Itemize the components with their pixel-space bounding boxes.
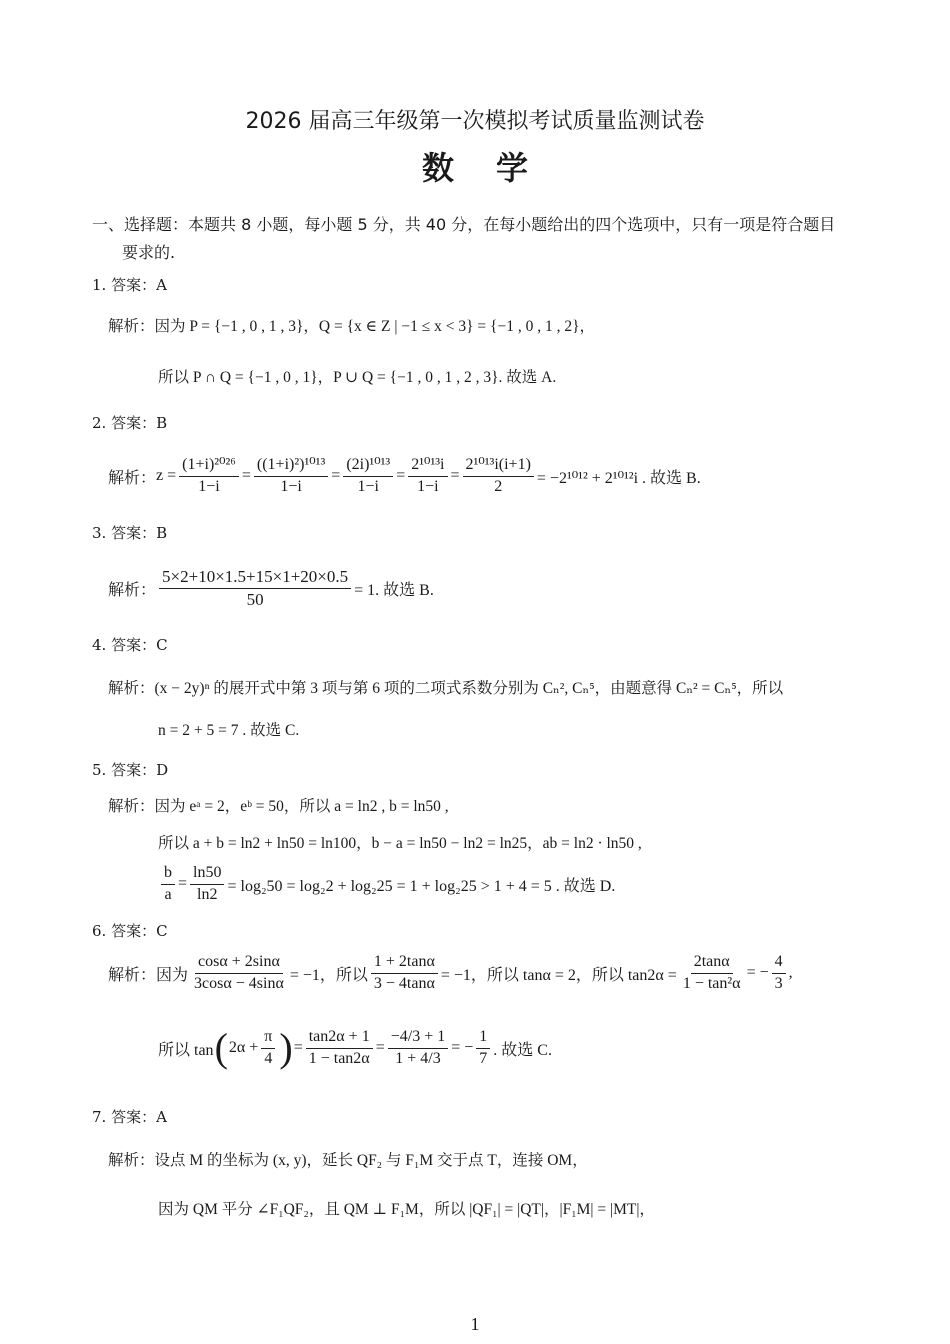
subject-title: 数学 <box>421 149 570 187</box>
q6-text: = − <box>746 964 769 981</box>
numerator: b <box>161 864 175 884</box>
solution-label: 解析： <box>108 469 157 487</box>
numerator: 1 <box>476 1028 490 1048</box>
solution-label: 解析： <box>108 318 155 335</box>
solution-label: 解析： <box>108 680 155 697</box>
equals: = <box>331 467 341 484</box>
answer-3: 3. 答案：B <box>92 524 168 542</box>
q6-text: 因为 <box>156 966 189 984</box>
solution-label: 解析： <box>108 581 157 599</box>
fraction <box>476 1028 490 1068</box>
numerator: tan2α + 1 <box>306 1028 373 1048</box>
numerator: (1+i)²⁰²⁶ <box>179 456 239 476</box>
equals: = <box>375 1039 385 1056</box>
equals: = <box>293 1039 303 1056</box>
q6-result: . 故选 C. <box>493 1041 552 1059</box>
solution-1-line1 <box>108 314 595 336</box>
q2-result: = −2¹⁰¹² + 2¹⁰¹²i . 故选 B. <box>536 469 701 487</box>
solution-5-line1 <box>108 794 449 816</box>
solution-5-line3: $\frac{b}{a}$ = $\frac{\ln 50}{\ln 2}$ = log₂50 = log₂2 + log₂25 = 1 + log₂25 > 1 + 4 = 5 . 故选 D. <box>158 862 615 906</box>
q5-text-1: 因为 eᵃ = 2，eᵇ = 50，所以 a = ln2 , b = ln50 , <box>154 798 449 815</box>
solution-2 <box>108 452 701 500</box>
q6-text: , <box>788 964 793 981</box>
exam-title: 2026 届高三年级第一次模拟考试质量监测试卷 <box>245 109 705 134</box>
solution-6-line1 <box>108 950 793 996</box>
denominator: 1−i <box>417 477 439 495</box>
numerator: 1 + 2tanα <box>371 953 438 973</box>
solution-1-line2: 所以 P ∩ Q = {−1 , 0 , 1}，P ∪ Q = {−1 , 0 , 1 , 2 , 3}. 故选 A. <box>158 369 557 386</box>
denominator: 50 <box>246 589 264 609</box>
denominator: 4 <box>264 1049 273 1067</box>
answer-7: 7. 答案：A <box>92 1108 167 1126</box>
denominator: 2 <box>494 477 503 495</box>
numerator: 2¹⁰¹³i <box>408 456 447 476</box>
denominator: 1 − tan²α <box>682 974 741 992</box>
denominator: a <box>164 885 172 903</box>
equals: = <box>450 467 460 484</box>
numerator: 2¹⁰¹³i(i+1) <box>463 456 534 476</box>
numerator: 5×2+10×1.5+15×1+20×0.5 <box>159 567 351 589</box>
denominator: 1−i <box>357 477 379 495</box>
fraction <box>408 456 447 496</box>
solution-7-line1 <box>108 1148 588 1170</box>
q6-text: 2α + <box>228 1039 259 1056</box>
solution-4-line2: n = 2 + 5 = 7 . 故选 C. <box>158 722 300 739</box>
denominator: 1−i <box>198 477 220 495</box>
solution-6-line2 <box>158 1008 552 1088</box>
q1-text-1: 因为 P = {−1 , 0 , 1 , 3}，Q = {x ∈ Z | −1 ≤ x < 3} = {−1 , 0 , 1 , 2}， <box>154 318 596 335</box>
right-paren: ) <box>279 1025 293 1070</box>
numerator: −4/3 + 1 <box>388 1028 449 1048</box>
q6-text: = −1，所以 <box>289 966 368 984</box>
denominator: 1 + 4/3 <box>395 1049 441 1067</box>
answer-6: 6. 答案：C <box>92 922 168 940</box>
solution-label: 解析： <box>108 966 157 984</box>
q6-text: 所以 tan <box>158 1041 214 1059</box>
fraction <box>161 864 175 904</box>
answer-1: 1. 答案：A <box>92 276 167 294</box>
denominator: ln2 <box>197 885 218 903</box>
q5-result: = log₂50 = log₂2 + log₂25 = 1 + log₂25 > 1 + 4 = 5 . 故选 D. <box>227 877 616 895</box>
equals: = <box>241 467 251 484</box>
solution-label: 解析： <box>108 1152 155 1169</box>
page-number: 1 <box>470 1314 480 1334</box>
denominator: 3cosα − 4sinα <box>194 974 284 992</box>
solution-4-line1 <box>108 676 783 698</box>
numerator: ((1+i)²)¹⁰¹³ <box>254 456 328 476</box>
numerator: 2tanα <box>691 953 733 973</box>
numerator: ln50 <box>190 864 224 884</box>
fraction <box>179 456 239 496</box>
numerator: cosα + 2sinα <box>195 953 283 973</box>
fraction <box>254 456 328 496</box>
fraction <box>190 864 224 904</box>
fraction <box>371 953 438 993</box>
fraction <box>159 567 351 609</box>
q7-text-1: 设点 M 的坐标为 (x, y)，延长 QF₂ 与 F₁M 交于点 T，连接 OM， <box>154 1152 588 1169</box>
fraction <box>680 953 744 993</box>
fraction <box>388 1028 449 1068</box>
numerator: (2i)¹⁰¹³ <box>343 456 393 476</box>
section-heading: 一、选择题：本题共 8 小题，每小题 5 分，共 40 分，在每小题给出的四个选项中，只有一项是符合题目 <box>92 215 836 234</box>
solution-3 <box>108 562 434 614</box>
equals: = <box>396 467 406 484</box>
denominator: 3 <box>774 974 783 992</box>
fraction <box>191 953 287 993</box>
denominator: 7 <box>479 1049 488 1067</box>
fraction <box>343 456 393 496</box>
section-heading-cont: 要求的. <box>122 243 176 262</box>
answer-2: 2. 答案：B <box>92 414 168 432</box>
denominator: 1 − tan2α <box>308 1049 370 1067</box>
left-paren: ( <box>214 1025 228 1070</box>
q2-lead: z = <box>156 467 177 484</box>
answer-5: 5. 答案：D <box>92 761 169 779</box>
fraction <box>772 953 786 993</box>
solution-5-line2: 所以 a + b = ln2 + ln50 = ln100，b − a = ln50 − ln2 = ln25，ab = ln2 · ln50 , <box>158 835 642 852</box>
fraction <box>261 1028 275 1068</box>
denominator: 3 − 4tanα <box>373 974 435 992</box>
fraction <box>463 456 534 496</box>
answer-4: 4. 答案：C <box>92 636 168 654</box>
q3-result: = 1. 故选 B. <box>354 581 434 599</box>
q4-text-1: (x − 2y)ⁿ 的展开式中第 3 项与第 6 项的二项式系数分别为 Cₙ², Cₙ⁵，由题意得 Cₙ² = Cₙ⁵，所以 <box>154 680 784 697</box>
fraction <box>306 1028 373 1068</box>
solution-label: 解析： <box>108 798 155 815</box>
q6-text: = − <box>451 1039 474 1056</box>
q6-text: = −1，所以 tanα = 2，所以 tan2α = <box>440 966 677 984</box>
denominator: 1−i <box>280 477 302 495</box>
solution-7-line2: 因为 QM 平分 ∠F₁QF₂，且 QM ⊥ F₁M，所以 |QF₁| = |QT|，|F₁M| = |MT|， <box>158 1201 655 1218</box>
numerator: 4 <box>772 953 786 973</box>
numerator: π <box>261 1028 275 1048</box>
